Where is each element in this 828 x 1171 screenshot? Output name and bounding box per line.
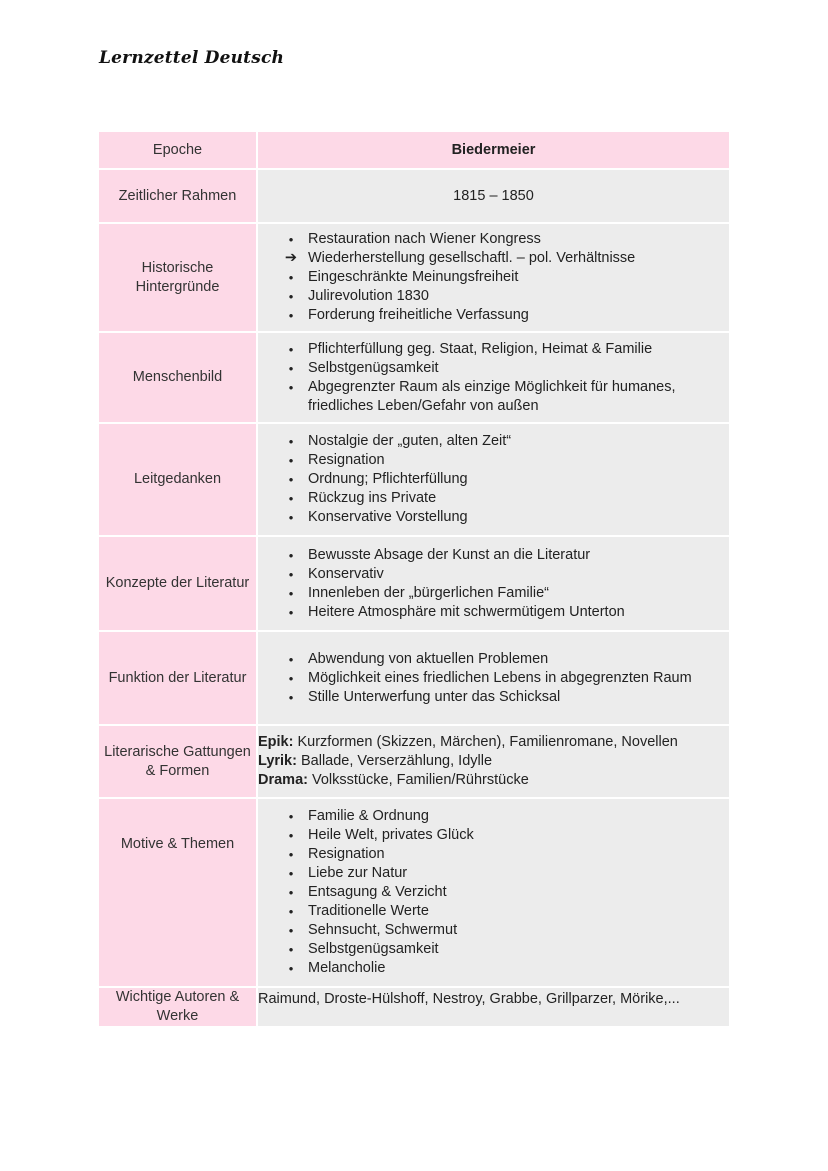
bullet-icon: •: [288, 651, 294, 667]
bullet-icon: •: [288, 866, 294, 881]
value-epoche: Biedermeier: [257, 132, 729, 169]
list-item: • Innenleben der „bürgerlichen Familie“: [308, 584, 729, 603]
bullet-icon: •: [288, 472, 294, 487]
bullet-icon: •: [288, 547, 294, 563]
bullet-icon: •: [288, 942, 294, 957]
list-item: • Heitere Atmosphäre mit schwermütigem Unterton: [308, 603, 729, 622]
gattung-drama: Drama: Volksstücke, Familien/Rührstücke: [258, 772, 529, 788]
bullet-icon: •: [288, 689, 294, 705]
list-item: • Rückzug ins Private: [308, 489, 729, 508]
bullet-icon: •: [288, 828, 294, 843]
row-epoche: [99, 132, 729, 169]
label-konzepte: Konzepte der Literatur: [99, 536, 257, 631]
list-item: • Selbstgenügsamkeit: [308, 359, 729, 378]
label-gattungen: Literarische Gattungen & Formen: [99, 725, 257, 798]
bullet-icon: •: [288, 961, 294, 976]
bullet-icon: •: [288, 809, 294, 824]
row-gattungen: [99, 725, 729, 798]
row-historisch: [99, 223, 729, 332]
list-item: • Konservativ: [308, 565, 729, 584]
leitgedanken-list: [258, 432, 729, 527]
bullet-icon: •: [288, 904, 294, 919]
bullet-icon: •: [288, 847, 294, 862]
list-item: • Traditionelle Werte: [308, 902, 729, 921]
list-item: • Julirevolution 1830: [308, 287, 729, 306]
value-autoren: Raimund, Droste-Hülshoff, Nestroy, Grabbe, Grillparzer, Mörike,...: [257, 987, 729, 1027]
row-leitgedanken: [99, 423, 729, 536]
row-funktion: [99, 631, 729, 725]
bullet-icon: •: [288, 923, 294, 938]
row-autoren: [99, 987, 729, 1027]
bullet-icon: •: [288, 510, 294, 525]
bullet-icon: •: [288, 341, 294, 357]
row-zeit: [99, 169, 729, 223]
label-autoren: Wichtige Autoren & Werke: [99, 987, 257, 1027]
list-item: • Abwendung von aktuellen Problemen: [308, 650, 729, 669]
konzepte-list: [258, 546, 729, 622]
list-item: • Entsagung & Verzicht: [308, 883, 729, 902]
bullet-icon: •: [288, 308, 294, 323]
menschenbild-list: [258, 340, 729, 416]
bullet-icon: •: [288, 491, 294, 506]
arrow-right-icon: ➔: [284, 250, 298, 266]
bullet-icon: •: [288, 585, 294, 601]
bullet-icon: •: [288, 885, 294, 900]
bullet-icon: •: [288, 566, 294, 582]
bullet-icon: •: [288, 604, 294, 620]
list-item: • Eingeschränkte Meinungsfreiheit: [308, 268, 729, 287]
list-item: • Möglichkeit eines friedlichen Lebens in abgegrenzten Raum: [308, 669, 729, 688]
label-epoche: Epoche: [99, 132, 257, 169]
bullet-icon: •: [288, 379, 294, 395]
row-konzepte: [99, 536, 729, 631]
bullet-icon: •: [288, 360, 294, 376]
list-item: • Resignation: [308, 451, 729, 470]
list-item: • Abgegrenzter Raum als einzige Möglichkeit für humanes, friedliches Leben/Gefahr von außen: [308, 378, 729, 416]
bullet-icon: •: [288, 270, 294, 285]
bullet-icon: •: [288, 289, 294, 304]
list-item: • Familie & Ordnung: [308, 807, 729, 826]
historisch-list: [258, 230, 729, 325]
value-motive: [257, 798, 729, 987]
gattung-lyrik: Lyrik: Ballade, Verserzählung, Idylle: [258, 753, 493, 769]
value-gattungen: [257, 725, 729, 798]
funktion-list: [258, 650, 729, 707]
motive-list: [258, 807, 729, 978]
label-funktion: Funktion der Literatur: [99, 631, 257, 725]
label-menschenbild: Menschenbild: [99, 332, 257, 423]
label-historisch: Historische Hintergründe: [99, 223, 257, 332]
list-item: • Selbstgenügsamkeit: [308, 940, 729, 959]
value-funktion: [257, 631, 729, 725]
bullet-icon: •: [288, 434, 294, 449]
value-leitgedanken: [257, 423, 729, 536]
list-item: • Heile Welt, privates Glück: [308, 826, 729, 845]
gattung-epik: Epik: Kurzformen (Skizzen, Märchen), Familienromane, Novellen: [258, 734, 678, 750]
list-item: • Nostalgie der „guten, alten Zeit“: [308, 432, 729, 451]
value-zeit: 1815 – 1850: [257, 169, 729, 223]
value-historisch: [257, 223, 729, 332]
label-motive: Motive & Themen: [99, 798, 257, 987]
bullet-icon: •: [288, 670, 294, 686]
row-motive: [99, 798, 729, 987]
list-item: • Ordnung; Pflichterfüllung: [308, 470, 729, 489]
list-item: • Stille Unterwerfung unter das Schicksal: [308, 688, 729, 707]
list-item: • Liebe zur Natur: [308, 864, 729, 883]
row-menschenbild: [99, 332, 729, 423]
epochen-table: [99, 132, 729, 1028]
list-item: • Bewusste Absage der Kunst an die Literatur: [308, 546, 729, 565]
bullet-icon: •: [288, 453, 294, 468]
list-item: • Forderung freiheitliche Verfassung: [308, 306, 729, 325]
list-item: • Restauration nach Wiener Kongress: [308, 230, 729, 249]
list-item: • Resignation: [308, 845, 729, 864]
list-item: ➔ Wiederherstellung gesellschaftl. – pol. Verhältnisse: [284, 250, 636, 266]
value-menschenbild: [257, 332, 729, 423]
bullet-icon: •: [288, 232, 294, 247]
list-item: • Konservative Vorstellung: [308, 508, 729, 527]
label-leitgedanken: Leitgedanken: [99, 423, 257, 536]
label-zeit: Zeitlicher Rahmen: [99, 169, 257, 223]
value-konzepte: [257, 536, 729, 631]
document-title: Lernzettel Deutsch: [99, 48, 285, 68]
list-item: • Sehnsucht, Schwermut: [308, 921, 729, 940]
list-item: • Pflichterfüllung geg. Staat, Religion, Heimat & Familie: [308, 340, 729, 359]
list-item: • Melancholie: [308, 959, 729, 978]
